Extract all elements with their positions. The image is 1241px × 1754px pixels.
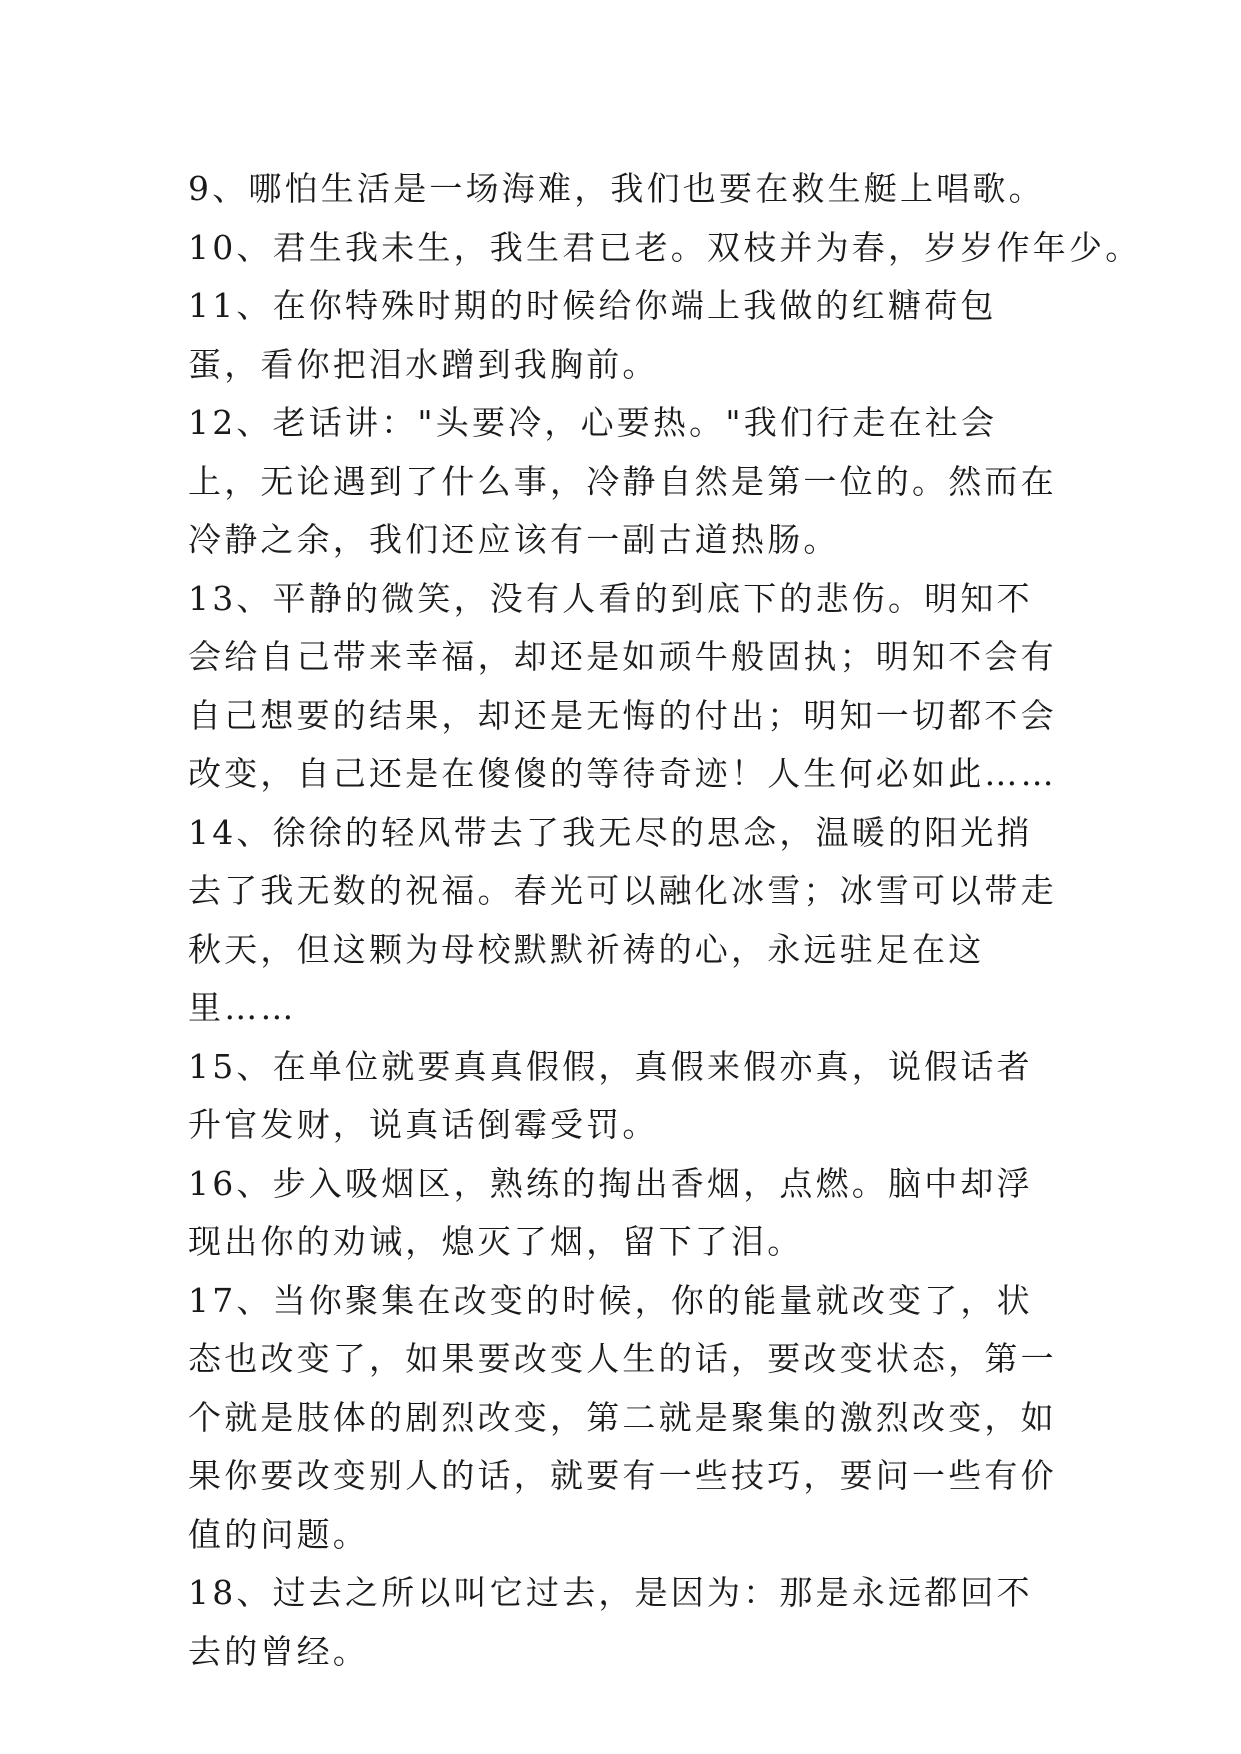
document-body	[188, 160, 1142, 1681]
list-item: 12、老话讲："头要冷，心要热。"我们行走在社会上，无论遇到了什么事，冷静自然是第一位的。然而在冷静之余，我们还应该有一副古道热肠。	[188, 403, 1057, 559]
list-item: 18、过去之所以叫它过去，是因为：那是永远都回不去的曾经。	[188, 1573, 1033, 1671]
list-item: 10、君生我未生，我生君已老。双枝并为春，岁岁作年少。	[188, 227, 1142, 267]
list-item: 14、徐徐的轻风带去了我无尽的思念，温暖的阳光捎去了我无数的祝福。春光可以融化冰雪；冰雪可以带走秋天，但这颗为母校默默祈祷的心，永远驻足在这里……	[188, 812, 1057, 1027]
list-item: 16、步入吸烟区，熟练的掏出香烟，点燃。脑中却浮现出你的劝诫，熄灭了烟，留下了泪。	[188, 1163, 1033, 1261]
list-item: 13、平静的微笑，没有人看的到底下的悲伤。明知不会给自己带来幸福，却还是如顽牛般固执；明知不会有自己想要的结果，却还是无悔的付出；明知一切都不会改变，自己还是在傻傻的等待奇迹！人生何必如此……	[188, 578, 1057, 793]
list-item: 17、当你聚集在改变的时候，你的能量就改变了，状态也改变了，如果要改变人生的话，要改变状态，第一个就是肢体的剧烈改变，第二就是聚集的激烈改变，如果你要改变别人的话，就要有一些技巧，要问一些有价值的问题。	[188, 1280, 1057, 1554]
list-item: 15、在单位就要真真假假，真假来假亦真，说假话者升官发财，说真话倒霉受罚。	[188, 1046, 1033, 1144]
list-item: 9、哪怕生活是一场海难，我们也要在救生艇上唱歌。	[188, 169, 1045, 208]
list-item: 11、在你特殊时期的时候给你端上我做的红糖荷包蛋，看你把泪水蹭到我胸前。	[188, 286, 997, 384]
